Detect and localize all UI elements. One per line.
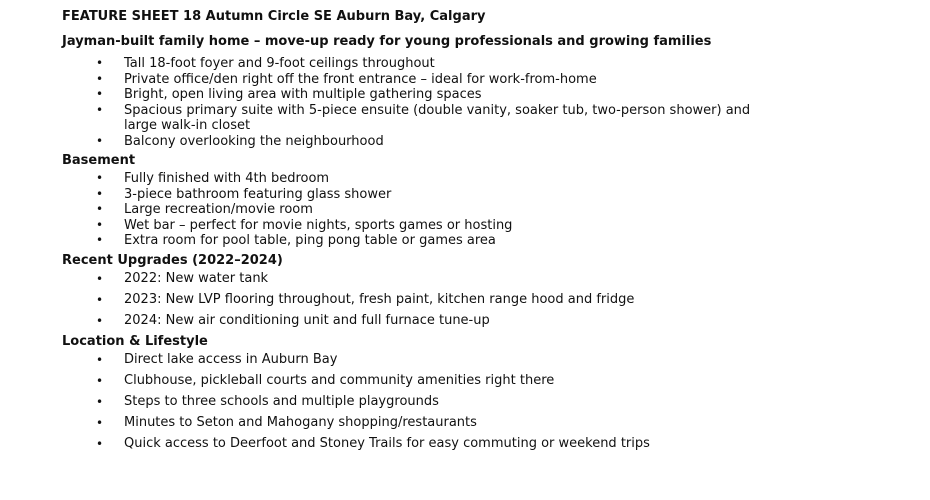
list-item-text: Clubhouse, pickleball courts and community amenities right there [124,372,555,388]
list-item [96,372,814,389]
bullet-icon: • [96,186,104,201]
list-item-text: Bright, open living area with multiple gathering spaces [124,87,482,102]
list-item [96,414,814,431]
list-item [96,270,814,287]
list-item-text: Balcony overlooking the neighbourhood [124,133,384,149]
list-item-text: Large recreation/movie room [124,202,313,217]
list-item-text: 2023: New LVP flooring throughout, fresh paint, kitchen range hood and fridge [124,291,635,307]
basement-list [62,171,882,249]
bullet-icon: • [96,202,104,216]
list-item-text: Steps to three schools and multiple playgrounds [124,393,439,409]
bullet-icon: • [96,102,104,117]
location-list [62,352,882,452]
intro-list [62,56,882,149]
bullet-icon: • [96,171,104,185]
list-item [96,291,814,308]
list-item [96,133,784,150]
location-heading: Location & Lifestyle [62,333,208,349]
list-item [96,102,784,134]
list-item-text: 2024: New air conditioning unit and full furnace tune-up [124,312,490,328]
document-title: FEATURE SHEET 18 Autumn Circle SE Auburn Bay, Calgary [62,9,486,24]
list-item [96,202,784,218]
bullet-icon: • [96,217,104,232]
basement-heading: Basement [62,153,136,168]
list-item [96,186,784,203]
list-item [96,71,784,88]
upgrades-heading: Recent Upgrades (2022–2024) [62,252,283,268]
bullet-icon: • [96,373,104,388]
list-item-text: Minutes to Seton and Mahogany shopping/restaurants [124,414,477,430]
list-item-text: Spacious primary suite with 5-piece ensuite (double vanity, soaker tub, two-person shower) and large walk-in closet [124,102,751,133]
list-item [96,393,814,410]
list-item-text: 3-piece bathroom featuring glass shower [124,186,392,202]
list-item [96,87,784,103]
list-item [96,435,814,452]
list-item-text: Direct lake access in Auburn Bay [124,351,338,367]
bullet-icon: • [96,352,104,367]
list-item-text: Wet bar – perfect for movie nights, sports games or hosting [124,217,513,233]
bullet-icon: • [96,87,104,101]
document-subtitle: Jayman-built family home – move-up ready for young professionals and growing families [62,34,712,49]
list-item [96,171,784,187]
list-item-text: Fully finished with 4th bedroom [124,171,330,186]
bullet-icon: • [96,313,104,328]
bullet-icon: • [96,133,104,148]
feature-sheet [62,6,882,457]
list-item-text: Quick access to Deerfoot and Stoney Trails for easy commuting or weekend trips [124,435,650,451]
bullet-icon: • [96,394,104,409]
list-item-text: Tall 18-foot foyer and 9-foot ceilings throughout [124,56,435,71]
list-item [96,233,784,249]
list-item-text: Extra room for pool table, ping pong table or games area [124,233,496,248]
list-item [96,56,784,72]
upgrades-list [62,271,882,329]
list-item [96,217,784,234]
bullet-icon: • [96,56,104,70]
list-item-text: Private office/den right off the front entrance – ideal for work-from-home [124,71,597,87]
bullet-icon: • [96,292,104,307]
bullet-icon: • [96,233,104,247]
bullet-icon: • [96,436,104,451]
list-item [96,351,814,368]
bullet-icon: • [96,71,104,86]
list-item [96,312,814,329]
bullet-icon: • [96,271,104,286]
list-item-text: 2022: New water tank [124,270,269,286]
bullet-icon: • [96,415,104,430]
